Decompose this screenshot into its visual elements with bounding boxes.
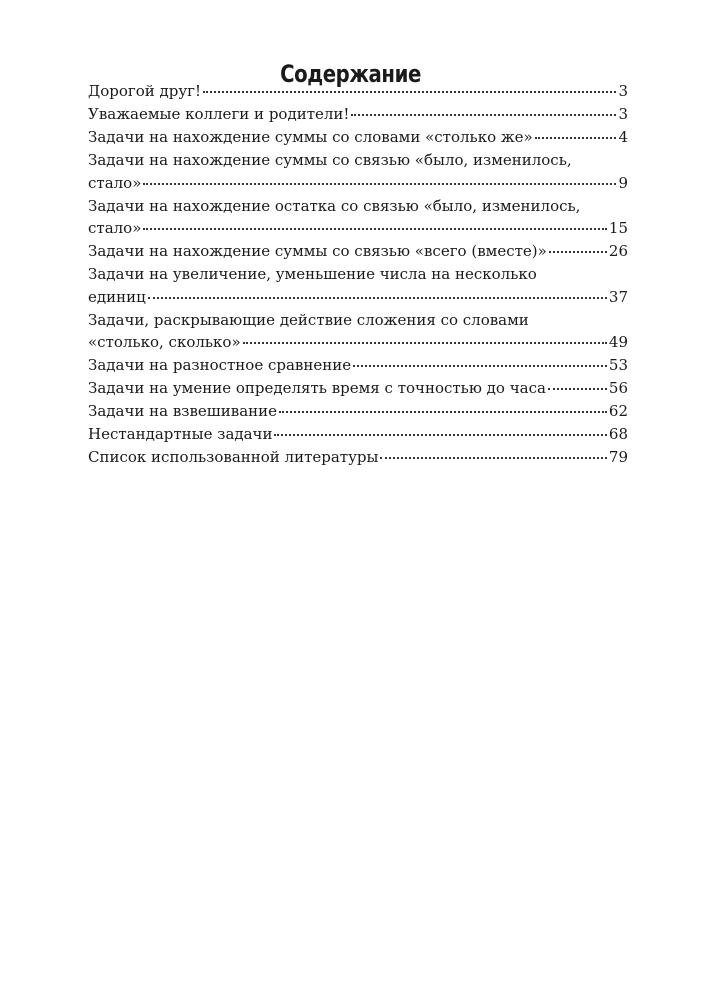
toc-entry-title: Нестандартные задачи — [88, 425, 273, 443]
toc-entry — [88, 263, 628, 308]
toc-entry — [88, 400, 628, 423]
toc-entry-title-line1: Задачи на нахождение суммы со связью «было, изменилось, — [88, 151, 572, 169]
page-title: Содержание — [280, 60, 421, 89]
toc-entry-title: Дорогой друг! — [88, 82, 202, 100]
toc-entry-page-number: 9 — [618, 173, 628, 192]
toc-entry — [88, 240, 628, 263]
toc-entry-page-number: 26 — [608, 242, 628, 260]
toc-entry — [88, 354, 628, 377]
toc-entry-title: Список использованной литературы — [88, 448, 379, 466]
toc-entry-line — [88, 446, 628, 469]
toc-entry-title: Уважаемые коллеги и родители! — [88, 105, 350, 123]
dot-leader — [143, 182, 616, 185]
toc-entry — [88, 423, 628, 446]
toc-entry-title-line1: Задачи, раскрывающие действие сложения со словами — [88, 310, 529, 329]
toc-entry-title-line1: Задачи на увеличение, уменьшение числа на несколько — [88, 265, 537, 283]
dot-leader — [535, 136, 617, 139]
toc-entry-page-number: 62 — [608, 402, 628, 420]
toc-entry — [88, 126, 628, 149]
toc-entry-title: стало» — [88, 219, 142, 237]
toc-entry-title: единиц — [88, 287, 146, 306]
toc-entry-page-number: 53 — [608, 356, 628, 374]
toc-entry — [88, 103, 628, 126]
toc-entry-page-number: 49 — [608, 333, 628, 351]
dot-leader — [203, 90, 616, 93]
toc-entry-line — [88, 354, 628, 377]
toc-entry-title: Задачи на взвешивание — [88, 402, 278, 420]
toc-entry — [88, 149, 628, 194]
dot-leader — [353, 364, 607, 367]
toc-entry — [88, 195, 628, 240]
toc-entry-page-number: 3 — [618, 105, 628, 123]
dot-leader — [143, 227, 607, 230]
toc-entry-line — [88, 126, 628, 149]
toc-entry-title: Задачи на нахождение суммы со связью «всего (вместе)» — [88, 242, 547, 260]
dot-leader — [148, 296, 607, 299]
toc-entry — [88, 80, 628, 103]
toc-entry — [88, 309, 628, 354]
toc-entry-title: Задачи на умение определять время с точностью до часа — [88, 379, 546, 397]
toc-entry-title: стало» — [88, 173, 142, 192]
toc-entry-page-number: 37 — [608, 287, 628, 306]
dot-leader — [274, 433, 606, 436]
toc-entry-line — [88, 172, 628, 195]
table-of-contents — [88, 80, 628, 469]
toc-entry-line — [88, 286, 628, 309]
toc-entry-title: Задачи на разностное сравнение — [88, 356, 352, 374]
toc-entry — [88, 377, 628, 400]
dot-leader — [548, 387, 607, 390]
dot-leader — [380, 456, 606, 459]
toc-entry-page-number: 79 — [608, 448, 628, 466]
toc-entry-title: Задачи на нахождение суммы со словами «столько же» — [88, 128, 533, 146]
toc-entry-line — [88, 103, 628, 126]
toc-entry-title-line1: Задачи на нахождение остатка со связью «было, изменилось, — [88, 196, 581, 215]
toc-entry-line — [88, 331, 628, 354]
dot-leader — [549, 250, 607, 253]
toc-entry-page-number: 4 — [618, 128, 628, 146]
dot-leader — [243, 341, 607, 344]
toc-entry-page-number: 56 — [608, 379, 628, 397]
toc-entry-line — [88, 423, 628, 446]
toc-entry-line — [88, 400, 628, 423]
toc-entry-line — [88, 240, 628, 263]
dot-leader — [351, 113, 616, 116]
toc-entry-line — [88, 377, 628, 400]
toc-entry-line — [88, 80, 628, 103]
toc-entry — [88, 446, 628, 469]
toc-entry-page-number: 3 — [618, 82, 628, 100]
dot-leader — [279, 410, 607, 413]
toc-entry-page-number: 68 — [608, 425, 628, 443]
toc-entry-page-number: 15 — [608, 219, 628, 237]
toc-entry-line — [88, 217, 628, 240]
toc-entry-title: «столько, сколько» — [88, 333, 241, 351]
